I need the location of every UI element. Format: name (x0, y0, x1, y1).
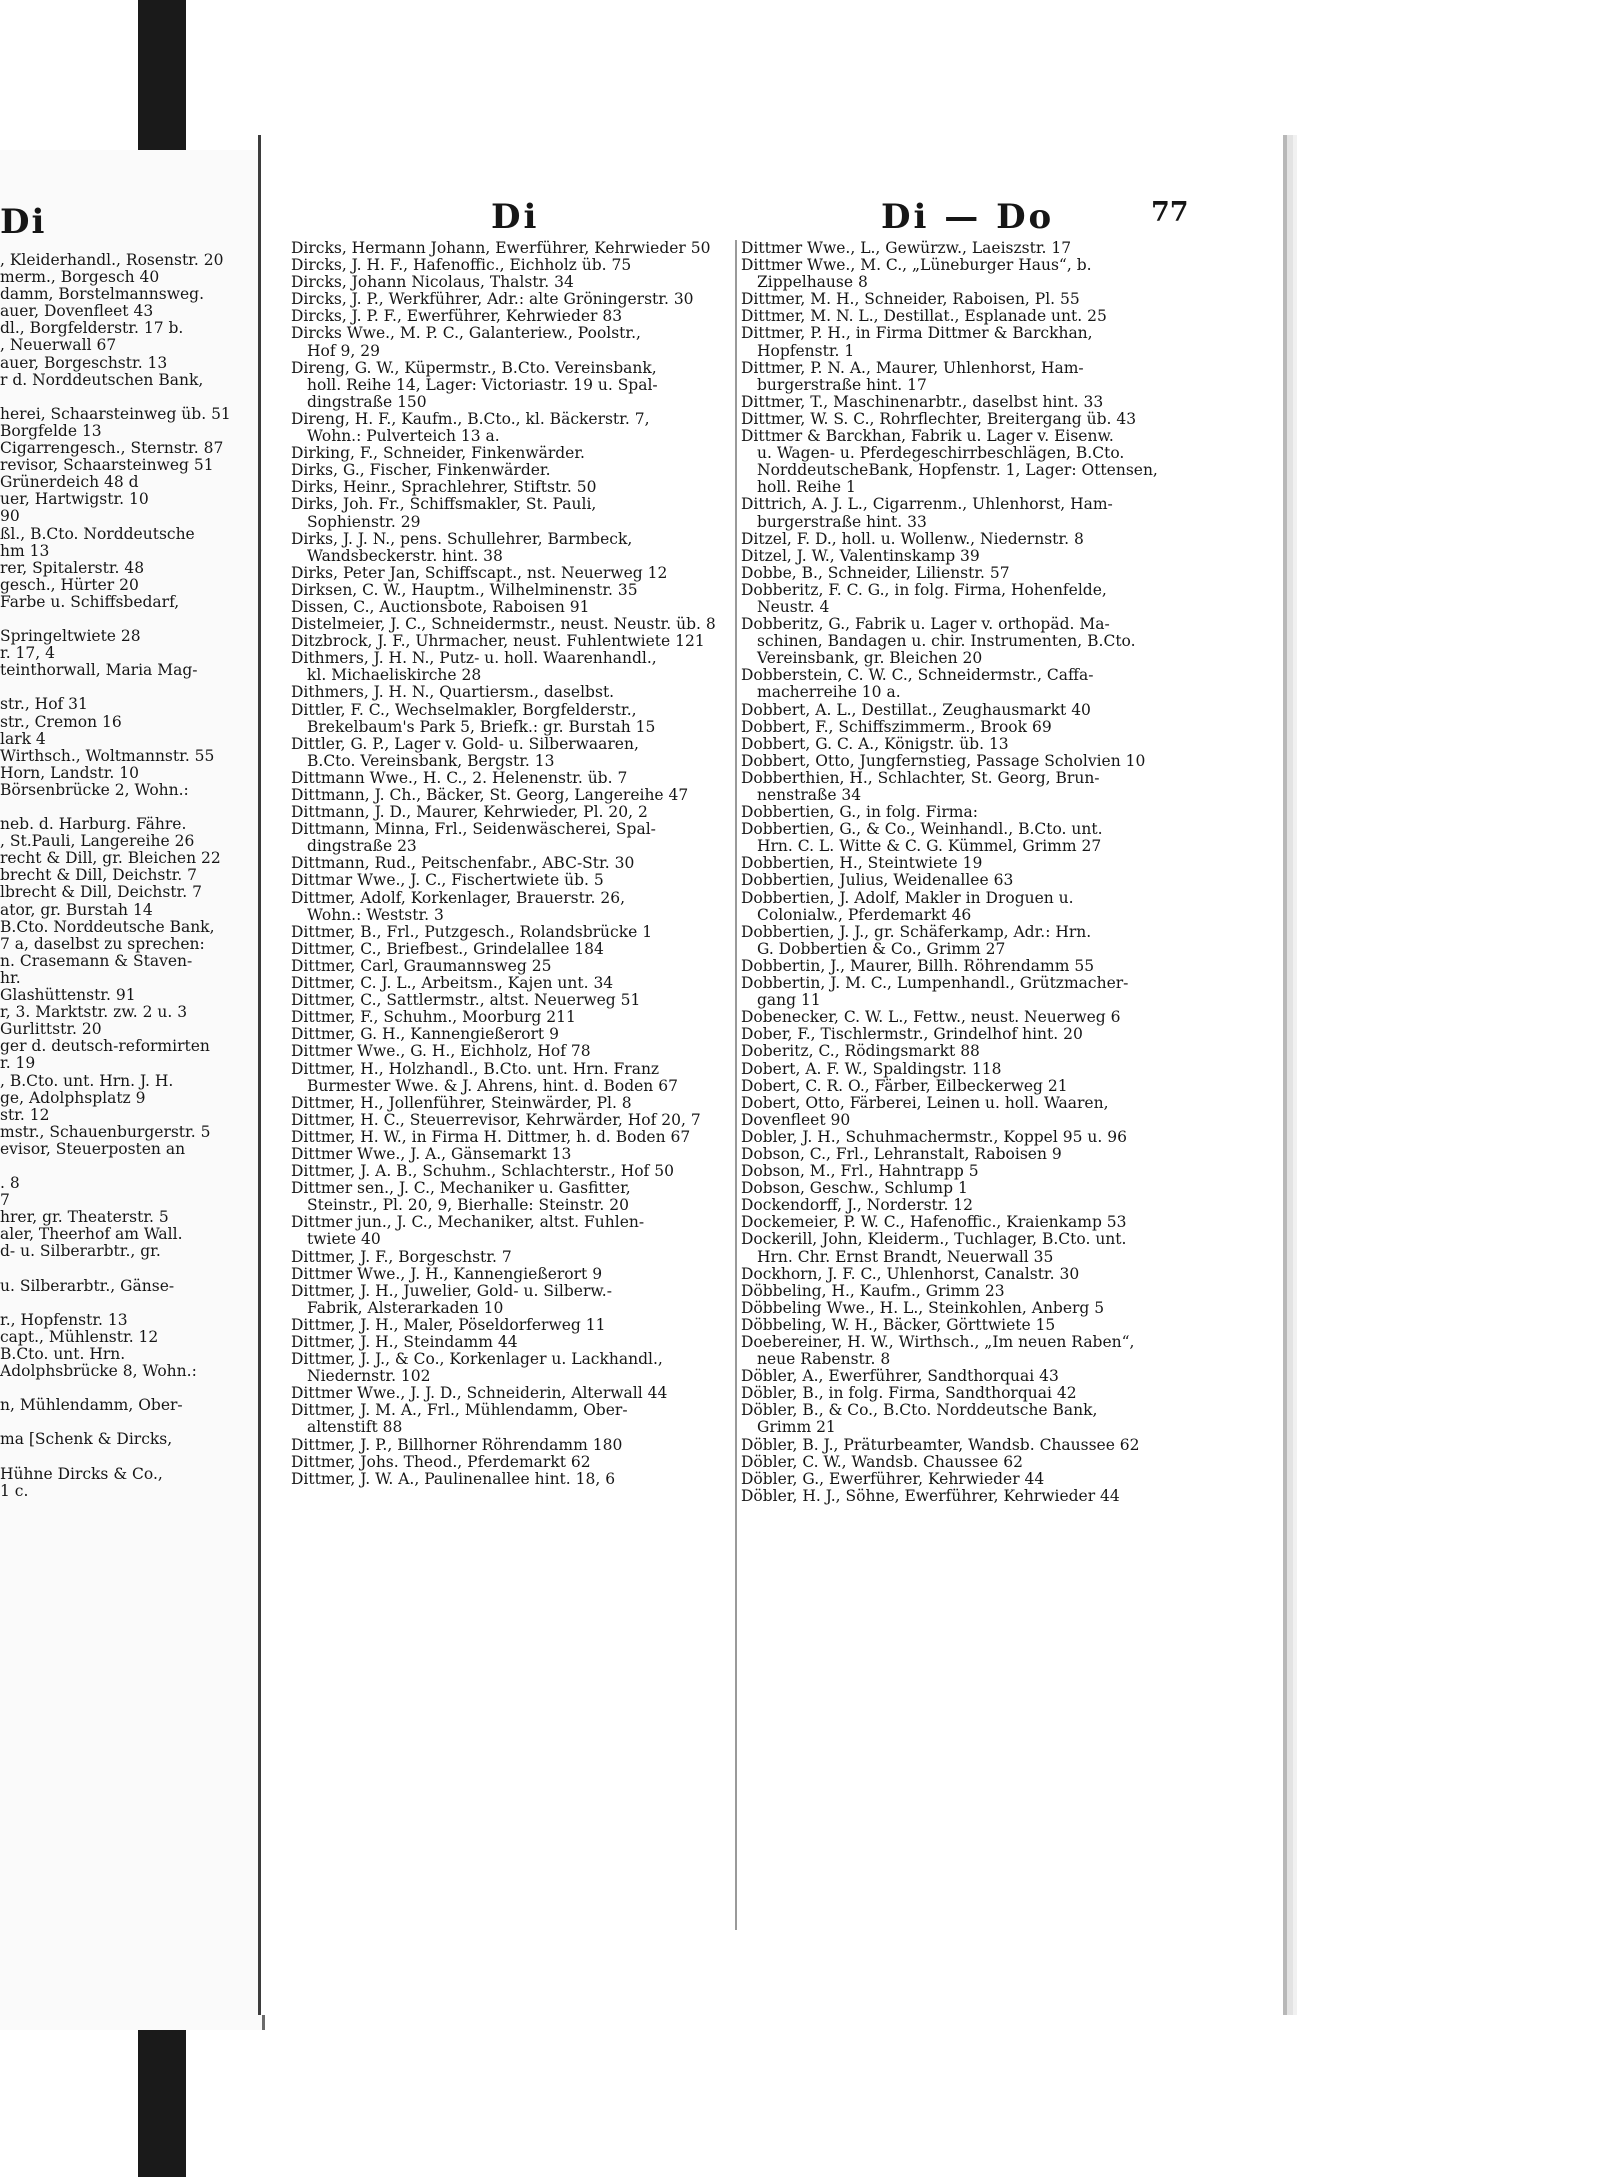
right-column-entry: Dobler, J. H., Schuhmachermstr., Koppel 95 u. 96 (741, 1128, 1127, 1146)
left-page-line: damm, Borstelmannsweg. (0, 286, 205, 304)
left-page-line: Grünerdeich 48 d (0, 474, 139, 492)
left-column-entry: Dittmer Wwe., J. H., Kannengießerort 9 (291, 1265, 603, 1283)
left-column-entry-continuation: Fabrik, Alsterarkaden 10 (307, 1299, 504, 1317)
left-page-line: B.Cto. Norddeutsche Bank, (0, 918, 215, 936)
left-column-entry-continuation: dingstraße 150 (307, 393, 427, 411)
left-page-line: . 8 (0, 1175, 20, 1193)
right-column-entry: Dittmer & Barckhan, Fabrik u. Lager v. Eisenw. (741, 428, 1114, 446)
left-page-line: Gurlittstr. 20 (0, 1021, 102, 1039)
right-column-entry-continuation: Hopfenstr. 1 (757, 342, 855, 360)
left-column-entry-continuation: Wohn.: Pulverteich 13 a. (307, 428, 500, 446)
left-column-entry: Dittmer, J. P., Billhorner Röhrendamm 180 (291, 1436, 623, 1454)
left-column-entry: Dittmer, G. H., Kannengießerort 9 (291, 1026, 559, 1044)
left-column-entry: Dittmann, J. Ch., Bäcker, St. Georg, Langereihe 47 (291, 787, 689, 804)
left-column-entry: Dittler, G. P., Lager v. Gold- u. Silberwaaren, (291, 735, 639, 753)
left-page-line: ge, Adolphsplatz 9 (0, 1089, 146, 1107)
directory-page (258, 135, 1287, 2015)
left-column-entry: Dirks, Peter Jan, Schiffscapt., nst. Neuerweg 12 (291, 564, 668, 582)
right-column-entry: Dobson, Geschw., Schlump 1 (741, 1180, 968, 1198)
left-column-entry-continuation: Burmester Wwe. & J. Ahrens, hint. d. Boden 67 (307, 1077, 678, 1095)
left-column-entry: Dittmer, H. W., in Firma H. Dittmer, h. d. Boden 67 (291, 1128, 691, 1146)
left-page-line: Adolphsbrücke 8, Wohn.: (0, 1363, 197, 1381)
left-page-line: ger d. deutsch-reformirten (0, 1038, 210, 1056)
left-page-line (0, 1158, 262, 1175)
left-page-line: Glashüttenstr. 91 (0, 987, 136, 1005)
left-column-entry: Dircks, Hermann Johann, Ewerführer, Kehrwieder 50 (291, 240, 711, 257)
right-column-entry: Dobbertien, J. J., gr. Schäferkamp, Adr.: Hrn. (741, 923, 1092, 941)
right-column-entry: Dittmer, P. N. A., Maurer, Uhlenhorst, Ham- (741, 359, 1084, 377)
left-page-lines (0, 252, 262, 1500)
right-column-entry: Dittmer, W. S. C., Rohrflechter, Breitergang üb. 43 (741, 410, 1137, 428)
left-page-line: r d. Norddeutschen Bank, (0, 371, 204, 389)
left-column-entry-continuation: dingstraße 23 (307, 838, 417, 856)
left-page-line: Borgfelde 13 (0, 422, 102, 440)
right-column-entry: Dobson, M., Frl., Hahntrapp 5 (741, 1163, 979, 1181)
left-page-line: hm 13 (0, 542, 50, 560)
right-column-entry: Dittmer, P. H., in Firma Dittmer & Barckhan, (741, 325, 1093, 343)
left-column-entry-continuation: kl. Michaeliskirche 28 (307, 667, 482, 685)
left-page-line: auer, Borgeschstr. 13 (0, 354, 168, 372)
running-head-left: Di (491, 197, 540, 237)
left-page-line: 90 (0, 508, 20, 526)
left-column-entry: Dittmar Wwe., J. C., Fischertwiete üb. 5 (291, 872, 604, 890)
left-page-line: Börsenbrücke 2, Wohn.: (0, 781, 189, 799)
right-column-entry: Dobberstein, C. W. C., Schneidermstr., Caffa- (741, 667, 1094, 685)
right-column-entry: Dobbert, A. L., Destillat., Zeughausmarkt 40 (741, 701, 1091, 719)
left-page-line: revisor, Schaarsteinweg 51 (0, 457, 214, 475)
right-column-entry: Döbler, G., Ewerführer, Kehrwieder 44 (741, 1470, 1045, 1488)
left-column-entry: Dittmer, H. C., Steuerrevisor, Kehrwärder, Hof 20, 7 (291, 1111, 701, 1129)
left-page-line: gesch., Hürter 20 (0, 576, 139, 594)
left-column-entry: Dittmer, J. H., Juwelier, Gold- u. Silberw.- (291, 1282, 612, 1300)
right-column-entry: Döbbeling Wwe., H. L., Steinkohlen, Anberg 5 (741, 1299, 1105, 1317)
left-column-entry-continuation: Hof 9, 29 (307, 342, 380, 360)
right-column-entry: Dovenfleet 90 (741, 1111, 851, 1129)
left-column-entry: Dirks, J. J. N., pens. Schullehrer, Barmbeck, (291, 530, 633, 548)
left-page-line: str., Hof 31 (0, 696, 88, 714)
left-page-line: 1 c. (0, 1482, 29, 1500)
left-column-entry-continuation: altenstift 88 (307, 1419, 403, 1437)
right-column-entry: Dittrich, A. J. L., Cigarrenm., Uhlenhorst, Ham- (741, 496, 1113, 514)
left-page-line: n. Crasemann & Staven- (0, 952, 193, 970)
right-column-entry: Dobbertien, H., Steintwiete 19 (741, 855, 983, 873)
page-number: 77 (1151, 197, 1189, 228)
left-page-line: rer, Spitalerstr. 48 (0, 559, 145, 577)
left-page-line: d- u. Silberarbtr., gr. (0, 1243, 161, 1261)
right-column-entry: Ditzel, J. W., Valentinskamp 39 (741, 547, 980, 565)
left-column-entry-continuation: twiete 40 (307, 1231, 381, 1249)
right-column-entry-continuation: Vereinsbank, gr. Bleichen 20 (757, 650, 983, 668)
right-column-entry: Döbler, B., in folg. Firma, Sandthorquai 42 (741, 1385, 1077, 1403)
left-column-entry: Dittmer sen., J. C., Mechaniker u. Gasfitter, (291, 1180, 631, 1198)
left-column-entry: Dittmer, C. J. L., Arbeitsm., Kajen unt. 34 (291, 975, 614, 993)
left-column-entry: Dittler, F. C., Wechselmakler, Borgfelderstr., (291, 701, 637, 719)
left-column-entry-continuation: holl. Reihe 14, Lager: Victoriastr. 19 u. Spal- (307, 376, 658, 394)
left-column-entry: Direng, H. F., Kaufm., B.Cto., kl. Bäckerstr. 7, (291, 410, 650, 428)
right-column-entry: Dobbertin, J., Maurer, Billh. Röhrendamm 55 (741, 957, 1095, 975)
right-column-entry: Dittmer, T., Maschinenarbtr., daselbst hint. 33 (741, 393, 1104, 411)
left-page-line (0, 1380, 262, 1397)
left-page-line: hrer, gr. Theaterstr. 5 (0, 1209, 169, 1227)
left-page-line: capt., Mühlenstr. 12 (0, 1328, 159, 1346)
left-column-entry: Dittmann, Rud., Peitschenfabr., ABC-Str. 30 (291, 855, 635, 873)
right-column-entry: Dobbertien, G., in folg. Firma: (741, 804, 978, 822)
left-column-entry: Dittmer Wwe., J. J. D., Schneiderin, Alterwall 44 (291, 1385, 668, 1403)
left-column-entry-continuation: B.Cto. Vereinsbank, Bergstr. 13 (307, 752, 555, 770)
left-page-line (0, 1414, 262, 1431)
left-column-entry: Dittmer, C., Sattlermstr., altst. Neuerweg 51 (291, 992, 641, 1010)
left-column-entry: Dircks Wwe., M. P. C., Galanteriew., Poolstr., (291, 325, 641, 343)
left-column-entry-continuation: Steinstr., Pl. 20, 9, Bierhalle: Steinstr. 20 (307, 1197, 629, 1215)
right-column-entry-continuation: Grimm 21 (757, 1419, 836, 1437)
left-column-entry-continuation: Niedernstr. 102 (307, 1368, 431, 1386)
left-page-line: , St.Pauli, Langereihe 26 (0, 833, 195, 851)
right-column-entry-continuation: burgerstraße hint. 17 (757, 376, 927, 394)
right-column-entry: Döbler, A., Ewerführer, Sandthorquai 43 (741, 1368, 1059, 1386)
left-page-line: herei, Schaarsteinweg üb. 51 (0, 405, 231, 423)
left-page-line: ma [Schenk & Dircks, (0, 1431, 173, 1449)
left-page-line (0, 389, 262, 406)
left-page-line: uer, Hartwigstr. 10 (0, 491, 149, 509)
left-page-line: Cigarrengesch., Sternstr. 87 (0, 440, 224, 458)
left-column-entry: Dittmer, J. W. A., Paulinenallee hint. 18, 6 (291, 1470, 616, 1488)
left-column-entry: Dittmer, H., Holzhandl., B.Cto. unt. Hrn. Franz (291, 1060, 660, 1078)
running-head (261, 197, 1283, 237)
right-column-entry: Doebereiner, H. W., Wirthsch., „Im neuen Raben“, (741, 1334, 1135, 1351)
left-page-line: ator, gr. Burstah 14 (0, 901, 153, 919)
left-column-entry: Distelmeier, J. C., Schneidermstr., neust. Neustr. üb. 8 (291, 616, 716, 634)
right-column-entry: Dittmer, M. N. L., Destillat., Esplanade unt. 25 (741, 308, 1107, 326)
right-column-entry-continuation: u. Wagen- u. Pferdegeschirrbeschlägen, B.Cto. (757, 445, 1125, 463)
left-page-line: r. 19 (0, 1055, 36, 1073)
left-column-entry-continuation: Brekelbaum's Park 5, Briefk.: gr. Burstah 15 (307, 718, 656, 736)
left-column-entry: Dittmer, B., Frl., Putzgesch., Rolandsbrücke 1 (291, 923, 653, 941)
left-column-entry: Dirks, Heinr., Sprachlehrer, Stiftstr. 50 (291, 479, 597, 497)
left-page-line: B.Cto. unt. Hrn. (0, 1346, 126, 1363)
right-column-entry: Dockerill, John, Kleiderm., Tuchlager, B.Cto. unt. (741, 1231, 1127, 1249)
left-column-entry-continuation: Wandsbeckerstr. hint. 38 (307, 547, 503, 565)
right-column-entry: Döbler, H. J., Söhne, Ewerführer, Kehrwieder 44 (741, 1487, 1120, 1505)
right-column-entry-continuation: NorddeutscheBank, Hopfenstr. 1, Lager: Ottensen, (757, 462, 1158, 480)
right-column-entry: Dobson, C., Frl., Lehranstalt, Raboisen 9 (741, 1145, 1062, 1163)
left-page-line: recht & Dill, gr. Bleichen 22 (0, 850, 221, 868)
left-page-line: mstr., Schauenburgerstr. 5 (0, 1123, 211, 1141)
left-column-entry: Dittmer, F., Schuhm., Moorburg 211 (291, 1009, 576, 1027)
left-column-entry: Dircks, J. P. F., Ewerführer, Kehrwieder 83 (291, 308, 623, 326)
right-column-entry: Dittmer Wwe., L., Gewürzw., Laeiszstr. 17 (741, 240, 1072, 257)
left-column-entry: Dirks, G., Fischer, Finkenwärder. (291, 462, 551, 480)
left-page-line (0, 611, 262, 628)
left-column-entry: Dittmer, Johs. Theod., Pferdemarkt 62 (291, 1453, 591, 1471)
running-head-center: Di — Do (881, 197, 1055, 237)
right-column-entry: Döbbeling, W. H., Bäcker, Görttwiete 15 (741, 1316, 1056, 1334)
left-page-line: merm., Borgesch 40 (0, 269, 160, 287)
right-column-entry: Dockendorff, J., Norderstr. 12 (741, 1197, 974, 1215)
right-column-entry: Dockemeier, P. W. C., Hafenoffic., Kraienkamp 53 (741, 1214, 1127, 1232)
right-column-entry: Döbler, B., & Co., B.Cto. Norddeutsche Bank, (741, 1402, 1098, 1420)
left-column-entry: Dittmer, J. H., Steindamm 44 (291, 1334, 518, 1351)
left-page-line: lbrecht & Dill, Deichstr. 7 (0, 884, 202, 902)
left-page-line: r, 3. Marktstr. zw. 2 u. 3 (0, 1004, 188, 1022)
left-page-line: auer, Dovenfleet 43 (0, 303, 154, 321)
right-column-entry: Dittmer Wwe., M. C., „Lüneburger Haus“, b. (741, 257, 1092, 275)
right-column-entry-continuation: burgerstraße hint. 33 (757, 513, 927, 531)
left-column-entry: Dittmer Wwe., J. A., Gänsemarkt 13 (291, 1145, 572, 1163)
right-column-entry-continuation: holl. Reihe 1 (757, 479, 856, 497)
left-page-line: dl., Borgfelderstr. 17 b. (0, 320, 184, 338)
left-column-entry: Dittmer, J. H., Maler, Pöseldorferweg 11 (291, 1316, 606, 1334)
left-page-line: n, Mühlendamm, Ober- (0, 1397, 183, 1415)
left-page-line: Hühne Dircks & Co., (0, 1465, 163, 1483)
right-column-entry: Dockhorn, J. F. C., Uhlenhorst, Canalstr. 30 (741, 1265, 1080, 1283)
left-column-entry: Dircks, Johann Nicolaus, Thalstr. 34 (291, 274, 574, 292)
right-column-entry-continuation: Hrn. C. L. Witte & C. G. Kümmel, Grimm 27 (757, 838, 1102, 856)
right-column-entry: Dobbertin, J. M. C., Lumpenhandl., Grützmacher- (741, 975, 1129, 993)
right-column-entry-continuation: Neustr. 4 (757, 598, 830, 616)
right-column-entry: Dobberthien, H., Schlachter, St. Georg, Brun- (741, 769, 1100, 787)
left-page-line: Farbe u. Schiffsbedarf, (0, 593, 180, 611)
right-column-entry: Döbler, C. W., Wandsb. Chaussee 62 (741, 1453, 1023, 1471)
right-column-entry: Dobbert, Otto, Jungfernstieg, Passage Scholvien 10 (741, 752, 1146, 770)
left-page-line: 7 a, daselbst zu sprechen: (0, 935, 205, 953)
left-page-line: Horn, Landstr. 10 (0, 764, 140, 782)
left-page-line: ßl., B.Cto. Norddeutsche (0, 525, 195, 543)
left-page-fragment (0, 150, 265, 2030)
left-page-line: r., Hopfenstr. 13 (0, 1311, 128, 1329)
right-column-entry: Dobberitz, F. C. G., in folg. Firma, Hohenfelde, (741, 581, 1107, 599)
left-page-line: brecht & Dill, Deichstr. 7 (0, 867, 198, 885)
left-column-entry: Dittmer, J. M. A., Frl., Mühlendamm, Ober- (291, 1402, 628, 1420)
right-column-entry-continuation: G. Dobbertien & Co., Grimm 27 (757, 940, 1006, 958)
right-column-entry: Döbler, B. J., Präturbeamter, Wandsb. Chaussee 62 (741, 1436, 1140, 1454)
left-column-entry: Dissen, C., Auctionsbote, Raboisen 91 (291, 598, 590, 616)
left-column-entry: Dittmer, J. F., Borgeschstr. 7 (291, 1248, 512, 1266)
right-column-entry: Dobberitz, G., Fabrik u. Lager v. orthopäd. Ma- (741, 616, 1110, 634)
right-column-entry: Dobbertien, J. Adolf, Makler in Droguen u. (741, 889, 1074, 907)
right-column-entry-continuation: macherreihe 10 a. (757, 684, 901, 702)
right-column-entry-continuation: gang 11 (757, 992, 821, 1010)
left-column-entry-continuation: Sophienstr. 29 (307, 513, 421, 531)
entries-column-right (741, 240, 1196, 1505)
left-page-line (0, 1261, 262, 1278)
column-divider (735, 240, 737, 1930)
left-page-line: Springeltwiete 28 (0, 628, 141, 646)
left-column-entry-continuation: Wohn.: Weststr. 3 (307, 906, 444, 924)
left-page-line (0, 1295, 262, 1312)
left-column-entry: Dittmer, H., Jollenführer, Steinwärder, Pl. 8 (291, 1094, 632, 1112)
left-page-line: str., Cremon 16 (0, 713, 122, 731)
left-column-entry: Dittmann, J. D., Maurer, Kehrwieder, Pl. 20, 2 (291, 804, 648, 822)
left-page-line: str. 12 (0, 1106, 50, 1124)
binding-shadow-top (138, 0, 186, 165)
left-page-line: , Neuerwall 67 (0, 337, 117, 355)
right-column-entry: Dobbe, B., Schneider, Lilienstr. 57 (741, 564, 1010, 582)
left-column-entry: Dittmann, Minna, Frl., Seidenwäscherei, Spal- (291, 821, 656, 839)
right-column-entry: Dobbert, G. C. A., Königstr. üb. 13 (741, 735, 1009, 753)
right-column-entry: Dober, F., Tischlermstr., Grindelhof hint. 20 (741, 1026, 1083, 1044)
left-page-line: lark 4 (0, 730, 46, 748)
right-column-entry: Dobenecker, C. W. L., Fettw., neust. Neuerweg 6 (741, 1009, 1121, 1027)
right-column-entry: Dobbert, F., Schiffszimmerm., Brook 69 (741, 718, 1052, 736)
right-column-entry: Dobert, C. R. O., Färber, Eilbeckerweg 21 (741, 1077, 1068, 1095)
entries-column-left (291, 240, 746, 1488)
left-page-line: 7 (0, 1192, 10, 1210)
left-column-entry: Dirks, Joh. Fr., Schiffsmakler, St. Pauli, (291, 496, 597, 514)
right-column-entry: Döbbeling, H., Kaufm., Grimm 23 (741, 1282, 1005, 1300)
left-page-line (0, 1449, 262, 1466)
right-column-entry: Doberitz, C., Rödingsmarkt 88 (741, 1043, 980, 1061)
left-page-line: Wirthsch., Woltmannstr. 55 (0, 747, 215, 765)
right-column-entry-continuation: nenstraße 34 (757, 787, 862, 804)
left-page-line: r. 17, 4 (0, 645, 55, 663)
left-page-line: teinthorwall, Maria Mag- (0, 662, 198, 680)
left-page-line: evisor, Steuerposten an (0, 1140, 186, 1158)
left-column-entry: Dithmers, J. H. N., Putz- u. holl. Waarenhandl., (291, 650, 657, 668)
left-column-entry: Dittmer, Carl, Graumannsweg 25 (291, 957, 552, 975)
left-column-entry: Ditzbrock, J. F., Uhrmacher, neust. Fuhlentwiete 121 (291, 633, 705, 651)
left-column-entry: Dittmer, Adolf, Korkenlager, Brauerstr. 26, (291, 889, 626, 907)
left-column-entry: Dirking, F., Schneider, Finkenwärder. (291, 445, 585, 463)
left-page-line: , Kleiderhandl., Rosenstr. 20 (0, 252, 224, 269)
left-page-line: neb. d. Harburg. Fähre. (0, 816, 187, 834)
left-column-entry: Dircks, J. H. F., Hafenoffic., Eichholz üb. 75 (291, 257, 632, 275)
left-column-entry: Dirksen, C. W., Hauptm., Wilhelminenstr. 35 (291, 581, 638, 599)
right-column-entry: Dobbertien, G., & Co., Weinhandl., B.Cto. unt. (741, 821, 1103, 839)
left-page-header: Di (0, 202, 47, 242)
right-column-entry: Dobert, A. F. W., Spaldingstr. 118 (741, 1060, 1002, 1078)
right-column-entry-continuation: Zippelhause 8 (757, 274, 868, 292)
left-column-entry: Dittmer Wwe., G. H., Eichholz, Hof 78 (291, 1043, 591, 1061)
right-column-entry: Dittmer, M. H., Schneider, Raboisen, Pl. 55 (741, 291, 1080, 309)
left-column-entry: Dircks, J. P., Werkführer, Adr.: alte Gröningerstr. 30 (291, 291, 694, 309)
right-column-entry: Dobbertien, Julius, Weidenallee 63 (741, 872, 1014, 890)
right-column-entry-continuation: neue Rabenstr. 8 (757, 1351, 891, 1369)
left-column-entry: Dithmers, J. H. N., Quartiersm., daselbst. (291, 684, 615, 702)
left-page-line: u. Silberarbtr., Gänse- (0, 1277, 175, 1295)
left-column-entry: Dittmann Wwe., H. C., 2. Helenenstr. üb. 7 (291, 769, 628, 787)
left-column-entry: Dittmer, J. A. B., Schuhm., Schlachterstr., Hof 50 (291, 1163, 674, 1181)
right-column-entry-continuation: Colonialw., Pferdemarkt 46 (757, 906, 972, 924)
right-column-entry: Dobert, Otto, Färberei, Leinen u. holl. Waaren, (741, 1094, 1109, 1112)
left-column-entry: Direng, G. W., Küpermstr., B.Cto. Vereinsbank, (291, 359, 657, 377)
left-column-entry: Dittmer, C., Briefbest., Grindelallee 184 (291, 940, 604, 958)
left-page-line: hr. (0, 969, 21, 987)
right-column-entry-continuation: Hrn. Chr. Ernst Brandt, Neuerwall 35 (757, 1248, 1054, 1266)
right-column-entry-continuation: schinen, Bandagen u. chir. Instrumenten, B.Cto. (757, 633, 1136, 651)
left-column-entry: Dittmer jun., J. C., Mechaniker, altst. Fuhlen- (291, 1214, 645, 1232)
left-page-line: aler, Theerhof am Wall. (0, 1226, 183, 1244)
left-page-line: , B.Cto. unt. Hrn. J. H. (0, 1072, 174, 1090)
right-column-entry: Ditzel, F. D., holl. u. Wollenw., Niedernstr. 8 (741, 530, 1084, 548)
left-column-entry: Dittmer, J. J., & Co., Korkenlager u. Lackhandl., (291, 1351, 663, 1369)
left-page-line (0, 799, 262, 816)
left-page-line (0, 679, 262, 696)
